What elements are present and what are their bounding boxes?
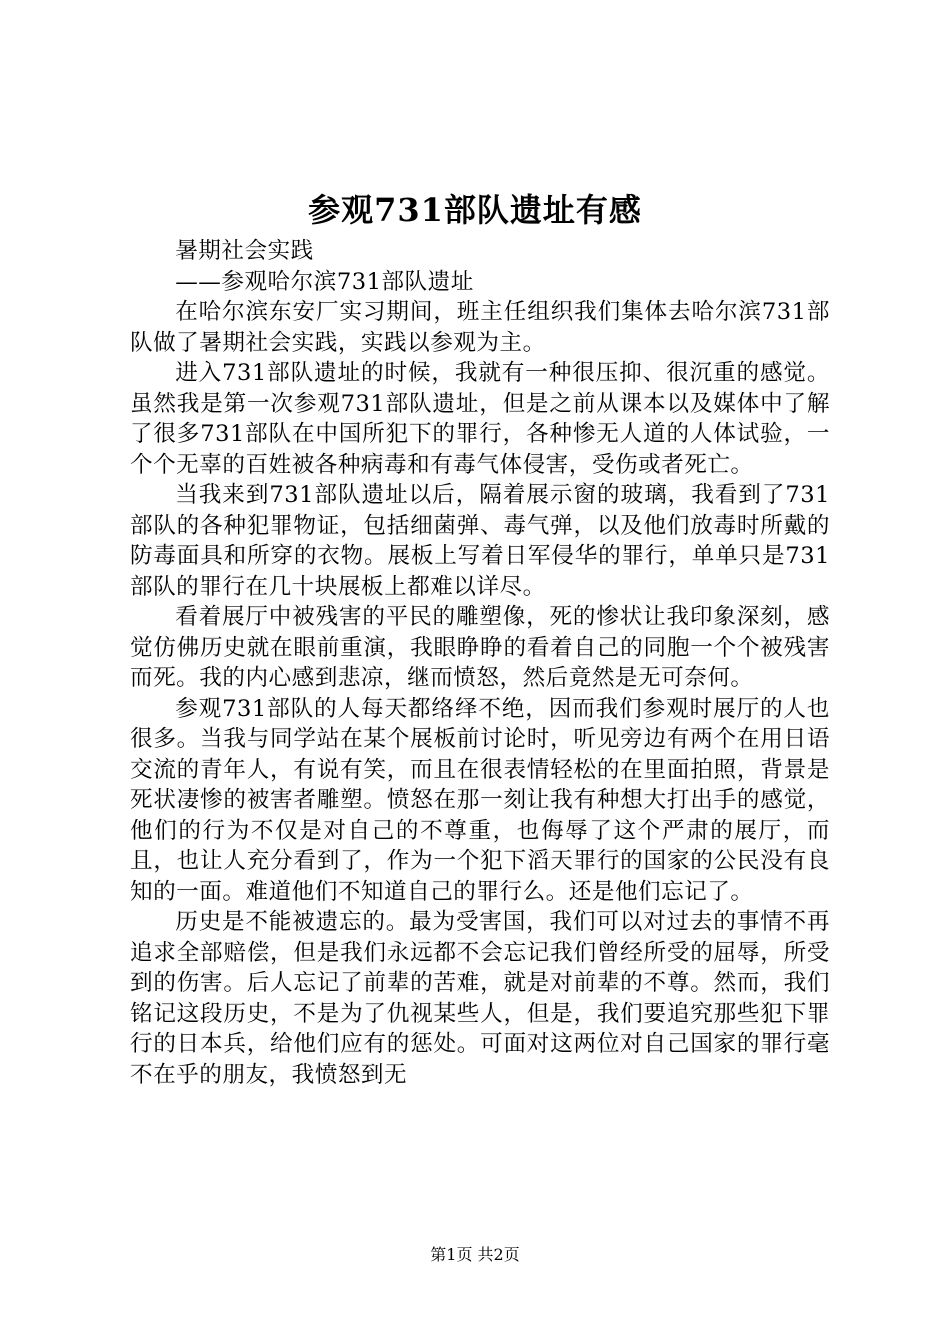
paragraph: 当我来到731部队遗址以后，隔着展示窗的玻璃，我看到了731部队的各种犯罪物证，包括细菌弹、毒气弹，以及他们放毒时所戴的防毒面具和所穿的衣物。展板上写着日军侵华的罪行，单单只是731部队的罪行在几十块展板上都难以详尽。 <box>130 482 830 600</box>
document-body <box>130 236 830 1090</box>
paragraph: 看着展厅中被残害的平民的雕塑像，死的惨状让我印象深刻，感觉仿佛历史就在眼前重演，我眼睁睁的看着自己的同胞一个个被残害而死。我的内心感到悲凉，继而愤怒，然后竟然是无可奈何。 <box>130 604 830 691</box>
paragraph: 在哈尔滨东安厂实习期间，班主任组织我们集体去哈尔滨731部队做了暑期社会实践，实践以参观为主。 <box>130 299 830 356</box>
paragraph: 历史是不能被遗忘的。最为受害国，我们可以对过去的事情不再追求全部赔偿，但是我们永远都不会忘记我们曾经所受的屈辱，所受到的伤害。后人忘记了前辈的苦难，就是对前辈的不尊。然而，我们铭记这段历史，不是为了仇视某些人，但是，我们要追究那些犯下罪行的日本兵，给他们应有的惩处。可面对这两位对自己国家的罪行毫不在乎的朋友，我愤怒到无 <box>130 909 830 1088</box>
paragraph: 参观731部队的人每天都络绎不绝，因而我们参观时展厅的人也很多。当我与同学站在某个展板前讨论时，听见旁边有两个在用日语交流的青年人，有说有笑，而且在很表情轻松的在里面拍照，背景是死状凄惨的被害者雕塑。愤怒在那一刻让我有种想大打出手的感觉，他们的行为不仅是对自己的不尊重，也侮辱了这个严肃的展厅，而且，也让人充分看到了，作为一个犯下滔天罪行的国家的公民没有良知的一面。难道他们不知道自己的罪行么。还是他们忘记了。 <box>130 695 830 905</box>
subtitle-line-2: ——参观哈尔滨731部队遗址 <box>175 268 474 295</box>
page-title: 参观731部队遗址有感 <box>308 191 642 229</box>
subtitle-line-1: 暑期社会实践 <box>175 238 314 264</box>
paragraph: 进入731部队遗址的时候，我就有一种很压抑、很沉重的感觉。虽然我是第一次参观731部队遗址，但是之前从课本以及媒体中了解了很多731部队在中国所犯下的罪行，各种惨无人道的人体试验，一个个无辜的百姓被各种病毒和有毒气体侵害，受伤或者死亡。 <box>130 360 830 478</box>
page-footer: 第1页 共2页 <box>430 1245 520 1264</box>
